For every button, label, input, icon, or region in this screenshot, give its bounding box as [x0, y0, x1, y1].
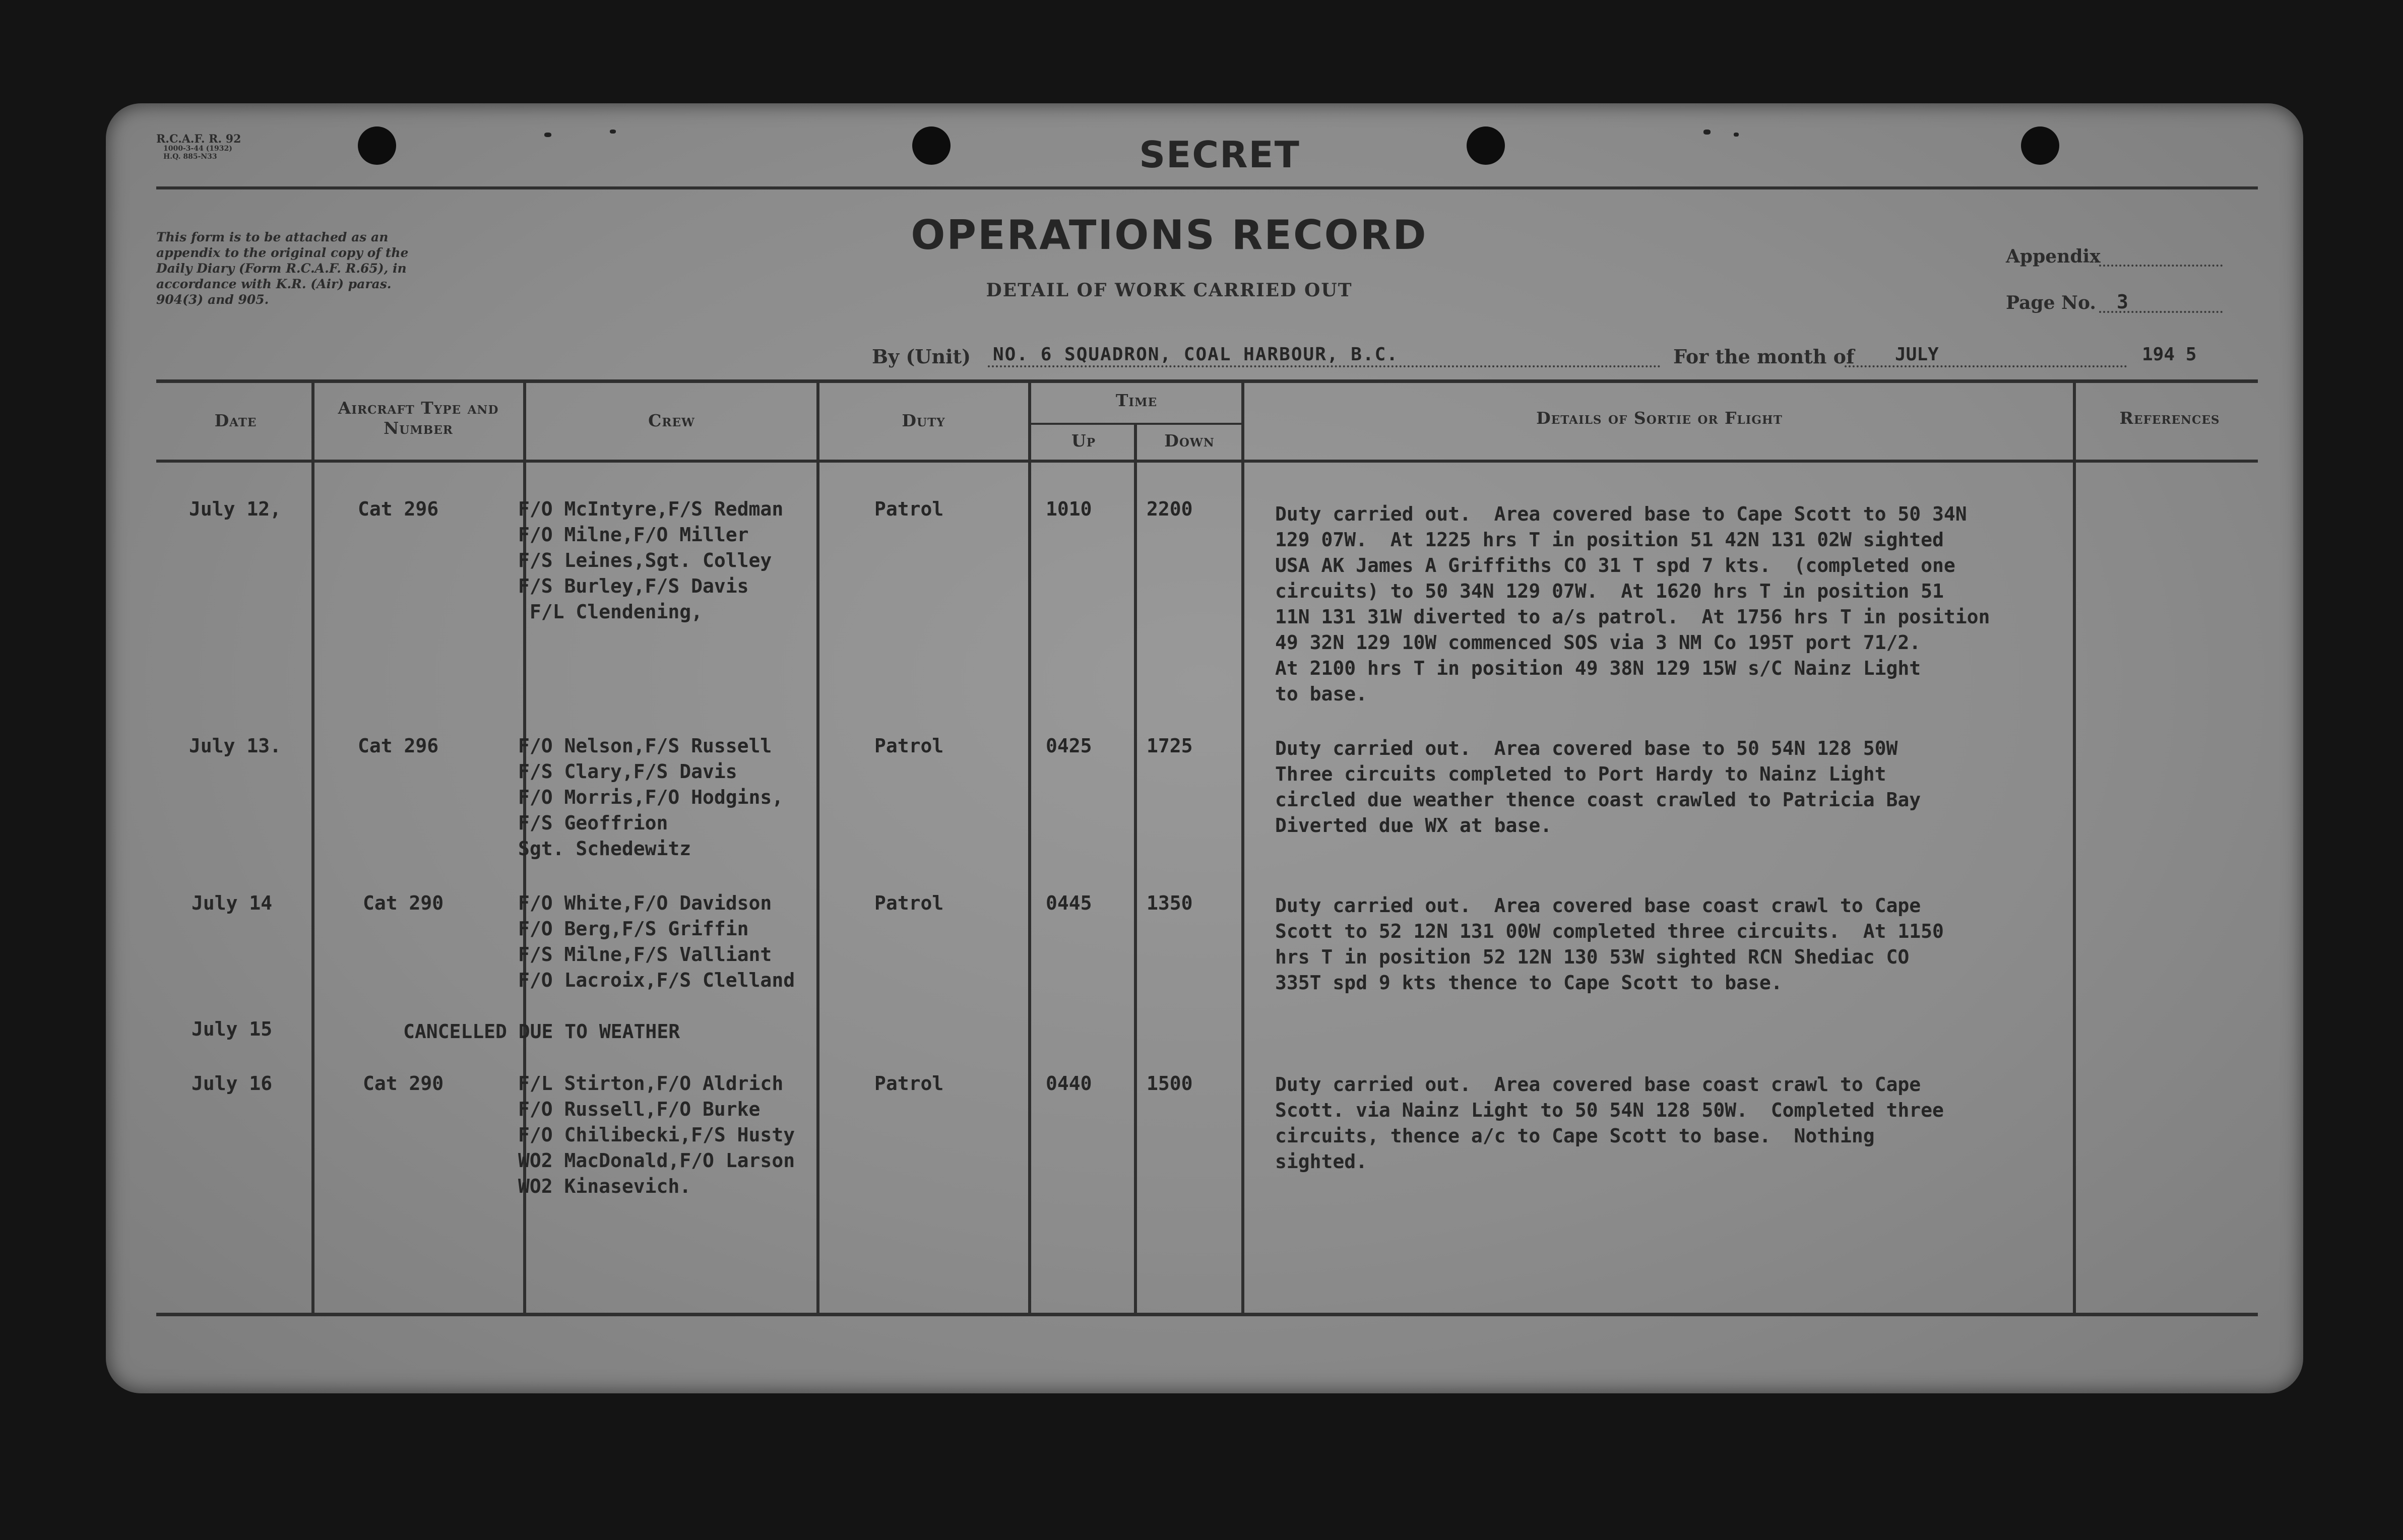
- column-header-crew: Crew: [648, 411, 695, 430]
- form-number-line: R.C.A.F. R. 92: [156, 133, 241, 146]
- row-time-down: 1500: [1147, 1072, 1193, 1095]
- row-time-up: 0440: [1046, 1072, 1092, 1095]
- row-details: Duty carried out. Area covered base to 50 54N 128 50W Three circuits completed to Port Hardy to Nainz Light circled due weather thence coast crawled to Patricia Bay Diverted due WX at base.: [1275, 737, 1921, 837]
- column-header-details: Details of Sortie or Flight: [1536, 408, 1783, 428]
- row-duty: Patrol: [874, 1072, 944, 1095]
- row-cancelled-note: CANCELLED DUE TO WEATHER: [403, 1020, 680, 1043]
- row-date: July 12,: [189, 498, 282, 520]
- row-details: Duty carried out. Area covered base coast crawl to Cape Scott to 52 12N 131 00W completed three circuits. At 1150 hrs T in position 52 12N 130 53W sighted RCN Shediac CO 335T spd 9 kts thence to Cape Scott to base.: [1275, 894, 1944, 994]
- row-date: July 14: [192, 892, 273, 914]
- month-fill-line: [1845, 365, 2127, 367]
- unit-label: By (Unit): [872, 345, 971, 368]
- ink-speck: [610, 130, 616, 134]
- ink-speck: [1734, 133, 1739, 137]
- security-classification: SECRET: [1139, 134, 1300, 176]
- column-divider: [1134, 424, 1137, 1315]
- form-number-line: 1000-3-44 (1932): [163, 145, 232, 153]
- row-details: Duty carried out. Area covered base coast crawl to Cape Scott. via Nainz Light to 50 54N 128 50W. Completed three circuits, thence a/c to Cape Scott to base. Nothing sighted.: [1275, 1073, 1944, 1173]
- binder-hole-1: [358, 126, 396, 165]
- month-label: For the month of: [1673, 345, 1855, 368]
- top-rule: [156, 186, 2258, 189]
- form-title: OPERATIONS RECORD: [911, 212, 1428, 259]
- column-header-aircraft: Aircraft Type and Number: [338, 398, 499, 438]
- operations-record-card: [106, 103, 2303, 1393]
- row-crew: F/O White,F/O Davidson F/O Berg,F/S Griffin F/S Milne,F/S Valliant F/O Lacroix,F/S Clelland: [518, 892, 795, 991]
- row-duty: Patrol: [874, 892, 944, 914]
- row-time-up: 0425: [1046, 735, 1092, 757]
- appendix-fill-line: [2099, 265, 2223, 267]
- column-header-down: Down: [1164, 431, 1215, 451]
- unit-value: NO. 6 SQUADRON, COAL HARBOUR, B.C.: [993, 344, 1399, 365]
- binder-hole-4: [2021, 126, 2059, 165]
- row-aircraft: Cat 296: [358, 498, 439, 520]
- row-time-down: 1350: [1147, 892, 1193, 914]
- row-date: July 13.: [189, 735, 282, 757]
- column-divider: [1028, 383, 1031, 1315]
- row-time-up: 0445: [1046, 892, 1092, 914]
- header-bottom-rule: [156, 460, 2258, 463]
- column-divider: [2073, 383, 2076, 1315]
- row-crew: F/O McIntyre,F/S Redman F/O Milne,F/O Miller F/S Leines,Sgt. Colley F/S Burley,F/S Davis F/L Clendening,: [518, 498, 784, 623]
- column-header-date: Date: [214, 411, 257, 430]
- column-divider: [816, 383, 819, 1315]
- form-number-line: H.Q. 885-N33: [163, 153, 217, 161]
- row-crew: F/L Stirton,F/O Aldrich F/O Russell,F/O Burke F/O Chilibecki,F/S Husty WO2 MacDonald,F/O Larson WO2 Kinasevich.: [518, 1072, 795, 1197]
- form-subtitle: DETAIL OF WORK CARRIED OUT: [986, 280, 1353, 301]
- year-value: [2142, 344, 2196, 365]
- row-time-up: 1010: [1046, 498, 1092, 520]
- column-header-up: Up: [1071, 431, 1096, 451]
- table-top-rule: [156, 379, 2258, 383]
- row-aircraft: Cat 296: [358, 735, 439, 757]
- row-aircraft: Cat 290: [363, 1072, 444, 1095]
- column-header-duty: Duty: [902, 411, 945, 430]
- column-header-time: Time: [1115, 391, 1158, 410]
- column-header-references: References: [2119, 408, 2220, 428]
- row-time-down: 2200: [1147, 498, 1193, 520]
- row-crew: F/O Nelson,F/S Russell F/S Clary,F/S Davis F/O Morris,F/O Hodgins, F/S Geoffrion Sgt. Schedewitz: [518, 735, 784, 860]
- page-number-fill-line: [2099, 311, 2223, 313]
- page-number-value: 3: [2117, 291, 2128, 313]
- page-number-label: Page No.: [2006, 292, 2096, 313]
- appendix-label: Appendix: [2006, 246, 2101, 267]
- row-date: July 15: [192, 1018, 273, 1040]
- unit-fill-line: [988, 365, 1661, 367]
- form-number: [156, 134, 241, 161]
- appendix-instruction-note: This form is to be attached as an appendix to the original copy of the Daily Diary (Form R.C.A.F. R.65), in accordance with K.R. (Air) paras. 904(3) and 905.: [156, 230, 409, 307]
- ink-speck: [1703, 130, 1711, 135]
- year-prefix: 194: [2142, 344, 2175, 365]
- row-aircraft: Cat 290: [363, 892, 444, 914]
- binder-hole-2: [912, 126, 951, 165]
- row-time-down: 1725: [1147, 735, 1193, 757]
- row-duty: Patrol: [874, 498, 944, 520]
- column-divider: [1241, 383, 1244, 1315]
- binder-hole-3: [1467, 126, 1505, 165]
- month-value: JULY: [1895, 344, 1939, 365]
- ink-speck: [544, 133, 551, 137]
- year-suffix: 5: [2185, 344, 2197, 365]
- column-divider: [311, 383, 314, 1315]
- row-date: July 16: [192, 1072, 273, 1095]
- row-duty: Patrol: [874, 735, 944, 757]
- row-details: Duty carried out. Area covered base to Cape Scott to 50 34N 129 07W. At 1225 hrs T in position 51 42N 131 02W sighted USA AK James A Griffiths CO 31 T spd 7 kts. (completed one circuits) to 50 34N 129 07W. At 1620 hrs T in position 51 11N 131 31W diverted to a/s patrol. At 1756 hrs T in position 49 32N 129 10W commenced SOS via 3 NM Co 195T port 71/2. At 2100 hrs T in position 49 38N 129 15W s/C Nainz Light to base.: [1275, 503, 1990, 705]
- table-bottom-rule: [156, 1313, 2258, 1316]
